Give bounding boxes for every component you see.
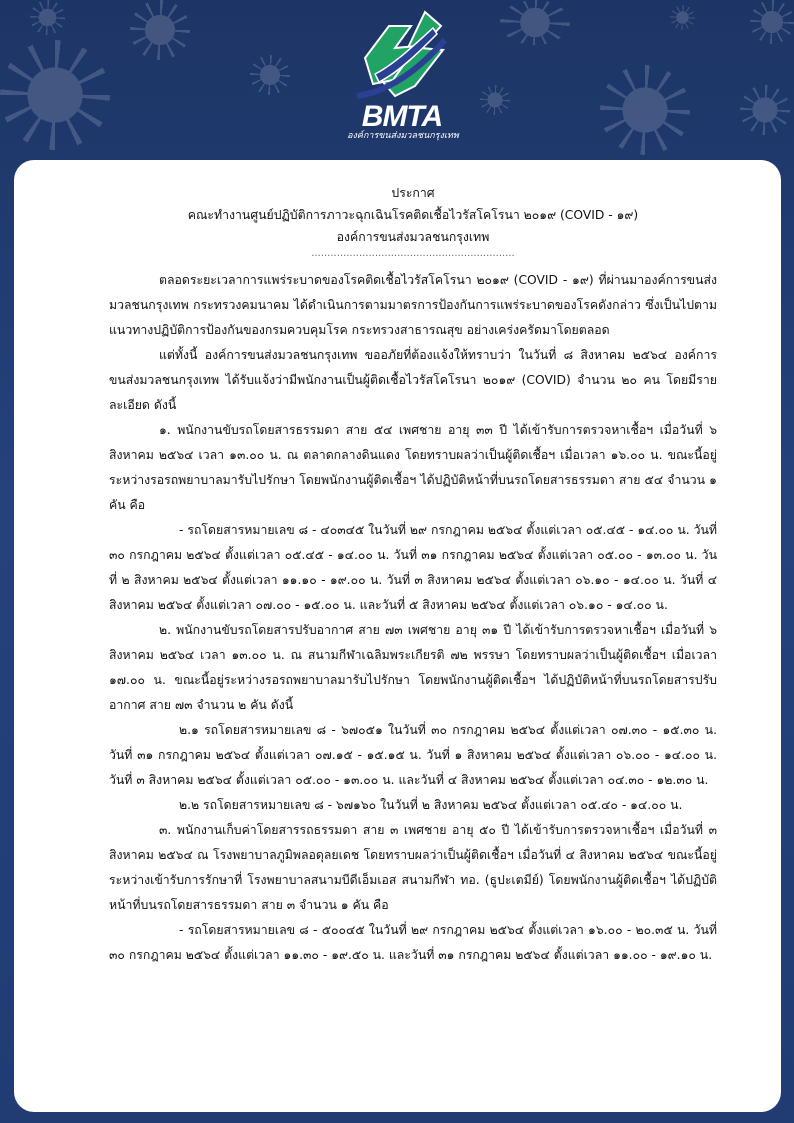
announcement-content: [109, 182, 717, 968]
dotted-separator: ................................................................: [311, 248, 515, 259]
case-1-bus-paragraph: - รถโดยสารหมายเลข ๘ - ๔๐๓๔๕ ในวันที่ ๒๙ กรกฎาคม ๒๕๖๔ ตั้งแต่เวลา ๐๕.๔๕ - ๑๔.๐๐ น. วันที่ ๓๐ กรกฎาคม ๒๕๖๔ ตั้งแต่เวลา ๐๕.๔๕ - ๑๔.๐๐ น. วันที่ ๓๑ กรกฎาคม ๒๕๖๔ ตั้งแต่เวลา ๐๕.๐๐ - ๑๓.๐๐ น. วันที่ ๒ สิงหาคม ๒๕๖๔ ตั้งแต่เวลา ๑๑.๑๐ - ๑๙.๐๐ น. วันที่ ๓ สิงหาคม ๒๕๖๔ ตั้งแต่เวลา ๐๖.๑๐ - ๑๔.๐๐ น. วันที่ ๔ สิงหาคม ๒๕๖๔ ตั้งแต่เวลา ๐๗.๐๐ - ๑๕.๐๐ น. และวันที่ ๕ สิงหาคม ๒๕๖๔ ตั้งแต่เวลา ๐๖.๑๐ - ๑๔.๐๐ น.: [109, 523, 717, 612]
virus-decoration: [0, 40, 110, 150]
committee-title: คณะทำงานศูนย์ปฏิบัติการภาวะฉุกเฉินโรคติดเชื้อไวรัสโคโรนา ๒๐๑๙ (COVID - ๑๙): [187, 208, 639, 222]
virus-decoration: [600, 65, 690, 155]
logo-subtitle: องค์การขนส่งมวลชนกรุงเทพ: [347, 131, 459, 141]
organization-name: องค์การขนส่งมวลชนกรุงเทพ: [336, 230, 490, 244]
case-3-bus-paragraph: - รถโดยสารหมายเลข ๘ - ๕๐๐๔๕ ในวันที่ ๒๙ กรกฎาคม ๒๕๖๔ ตั้งแต่เวลา ๑๖.๐๐ - ๒๐.๓๕ น. วันที่ ๓๐ กรกฎาคม ๒๕๖๔ ตั้งแต่เวลา ๑๑.๓๐ - ๑๙.๕๐ น. และวันที่ ๓๑ กรกฎาคม ๒๕๖๔ ตั้งแต่เวลา ๑๑.๐๐ - ๑๙.๑๐ น.: [109, 923, 717, 962]
virus-decoration: [670, 5, 695, 30]
case-2-bus-2-paragraph: ๒.๒ รถโดยสารหมายเลข ๘ - ๖๗๑๖๐ ในวันที่ ๒ สิงหาคม ๒๕๖๔ ตั้งแต่เวลา ๐๕.๔๐ - ๑๔.๐๐ น.: [179, 798, 683, 812]
case-2-bus-1-paragraph: ๒.๑ รถโดยสารหมายเลข ๘ - ๖๗๐๕๑ ในวันที่ ๓๐ กรกฎาคม ๒๕๖๔ ตั้งแต่เวลา ๐๗.๓๐ - ๑๕.๓๐ น. วันที่ ๓๑ กรกฎาคม ๒๕๖๔ ตั้งแต่เวลา ๐๗.๑๕ - ๑๕.๑๕ น. วันที่ ๑ สิงหาคม ๒๕๖๔ ตั้งแต่เวลา ๐๖.๐๐ - ๑๔.๐๐ น. วันที่ ๓ สิงหาคม ๒๕๖๔ ตั้งแต่เวลา ๐๕.๐๐ - ๑๓.๐๐ น. และวันที่ ๔ สิงหาคม ๒๕๖๔ ตั้งแต่เวลา ๐๔.๓๐ - ๑๒.๓๐ น.: [109, 723, 717, 787]
intro-paragraph: ตลอดระยะเวลาการแพร่ระบาดของโรคติดเชื้อไวรัสโคโรนา ๒๐๑๙ (COVID - ๑๙) ที่ผ่านมาองค์การขนส่งมวลชนกรุงเทพ กระทรวงคมนาคม ได้ดำเนินการตามมาตรการป้องกันการแพร่ระบาดของโรคดังกล่าว ซึ่งเป็นไปตามแนวทางปฏิบัติการป้องกันของกรมควบคุมโรค กระทรวงสาธารณสุข อย่างเคร่งครัดมาโดยตลอด: [109, 273, 717, 337]
virus-decoration: [30, 0, 65, 35]
virus-decoration: [500, 0, 570, 45]
logo-brand-text: BMTA: [361, 100, 443, 133]
virus-decoration: [750, 0, 794, 44]
announcement-heading: ประกาศ: [391, 186, 435, 200]
virus-decoration: [740, 85, 790, 135]
announcement-card: [14, 160, 781, 1112]
virus-decoration: [480, 85, 510, 115]
intro-paragraph-2: แต่ทั้งนี้ องค์การขนส่งมวลชนกรุงเทพ ขออภัยที่ต้องแจ้งให้ทราบว่า ในวันที่ ๘ สิงหาคม ๒๕๖๔ องค์การขนส่งมวลชนกรุงเทพ ได้รับแจ้งว่ามีพนักงานเป็นผู้ติดเชื้อไวรัสโคโรนา ๒๐๑๙ (COVID) จำนวน ๒๐ คน โดยมีรายละเอียด ดังนี้: [109, 348, 717, 412]
case-2-paragraph: ๒. พนักงานขับรถโดยสารปรับอากาศ สาย ๗๓ เพศชาย อายุ ๓๑ ปี ได้เข้ารับการตรวจหาเชื้อฯ เมื่อวันที่ ๖ สิงหาคม ๒๕๖๔ เวลา ๑๓.๐๐ น. ณ สนามกีฬาเฉลิมพระเกียรติ ๗๒ พรรษา โดยทราบผลว่าเป็นผู้ติดเชื้อฯ เมื่อเวลา ๑๗.๐๐ น. ขณะนี้อยู่ระหว่างรอรถพยาบาลมารับไปรักษา โดยพนักงานผู้ติดเชื้อฯ ได้ปฏิบัติหน้าที่บนรถโดยสารปรับอากาศ สาย ๗๓ จำนวน ๒ คัน ดังนี้: [109, 623, 717, 712]
case-1-paragraph: ๑. พนักงานขับรถโดยสารธรรมดา สาย ๕๔ เพศชาย อายุ ๓๓ ปี ได้เข้ารับการตรวจหาเชื้อฯ เมื่อวันที่ ๖ สิงหาคม ๒๕๖๔ เวลา ๑๓.๐๐ น. ณ ตลาดกลางดินแดง โดยทราบผลว่าเป็นผู้ติดเชื้อฯ เมื่อเวลา ๑๖.๐๐ น. ขณะนี้อยู่ระหว่างรอรถพยาบาลมารับไปรักษา โดยพนักงานผู้ติดเชื้อฯ ได้ปฏิบัติหน้าที่บนรถโดยสารธรรมดา สาย ๕๔ จำนวน ๑ คัน คือ: [109, 423, 717, 512]
case-3-paragraph: ๓. พนักงานเก็บค่าโดยสารรถธรรมดา สาย ๓ เพศชาย อายุ ๕๐ ปี ได้เข้ารับการตรวจหาเชื้อฯ เมื่อวันที่ ๓ สิงหาคม ๒๕๖๔ ณ โรงพยาบาลภูมิพลอดุลยเดช โดยทราบผลว่าเป็นผู้ติดเชื้อฯ เมื่อวันที่ ๔ สิงหาคม ๒๕๖๔ ขณะนี้อยู่ระหว่างเข้ารับการรักษาที่ โรงพยาบาลสนามบีดีเอ็มเอส สนามกีฬา ทอ. (ธูปะเตมีย์) โดยพนักงานผู้ติดเชื้อฯ ได้ปฏิบัติหน้าที่บนรถโดยสารธรรมดา สาย ๓ จำนวน ๑ คัน คือ: [109, 823, 717, 912]
virus-decoration: [130, 0, 190, 60]
virus-decoration: [250, 55, 290, 95]
